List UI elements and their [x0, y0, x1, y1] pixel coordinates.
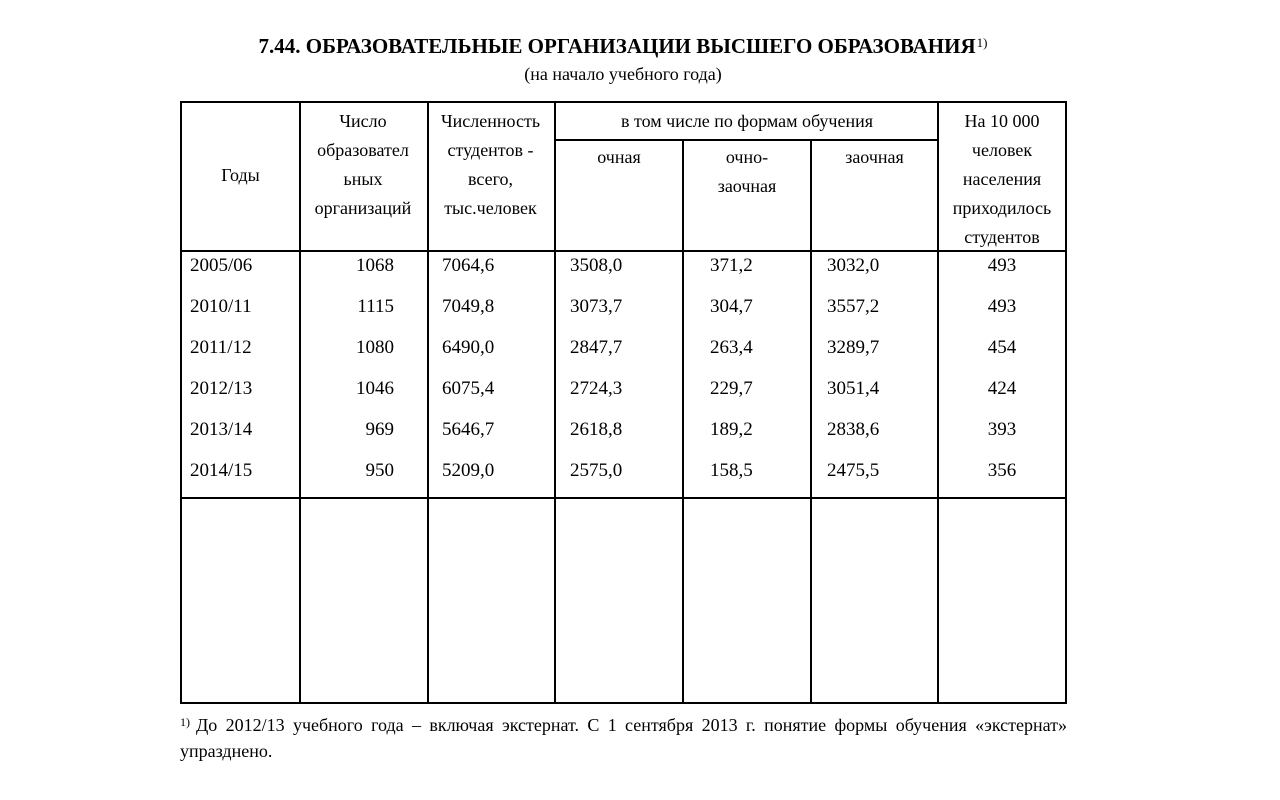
header-rule	[182, 250, 1065, 252]
header-years: Годы	[221, 165, 260, 185]
cell-year: 2013/14	[190, 419, 253, 440]
col-divider	[554, 103, 556, 702]
cell-parttime: 229,7	[710, 378, 753, 399]
cell-fulltime: 2618,8	[570, 419, 623, 440]
header-parttime: очно- заочная	[717, 147, 777, 196]
cell-extramural: 3557,2	[827, 296, 880, 317]
cell-extramural: 3051,4	[827, 378, 880, 399]
subheader-rule	[554, 139, 939, 141]
cell-per10000: 356	[987, 460, 1017, 481]
cell-orgs: 1115	[357, 296, 394, 317]
cell-students: 7049,8	[442, 296, 495, 317]
cell-per10000: 393	[987, 419, 1017, 440]
header-fulltime: очная	[597, 147, 641, 167]
cell-extramural: 2475,5	[827, 460, 880, 481]
cell-year: 2005/06	[190, 255, 253, 276]
data-table	[180, 101, 1067, 704]
cell-year: 2010/11	[190, 296, 252, 317]
cell-orgs: 1080	[356, 337, 394, 358]
footnote-text: До 2012/13 учебного года – включая экстернат. С 1 сентября 2013 г. понятие формы обучения «экстернат» упразднено.	[180, 715, 1067, 761]
cell-parttime: 304,7	[710, 296, 753, 317]
table-title	[0, 33, 1246, 59]
cell-parttime: 371,2	[710, 255, 753, 276]
footnote	[180, 712, 1067, 764]
cell-students: 7064,6	[442, 255, 495, 276]
cell-orgs: 950	[365, 460, 394, 481]
col-divider	[682, 140, 684, 702]
cell-students: 5646,7	[442, 419, 495, 440]
cell-fulltime: 2847,7	[570, 337, 623, 358]
table-title-text: 7.44. ОБРАЗОВАТЕЛЬНЫЕ ОРГАНИЗАЦИИ ВЫСШЕГО ОБРАЗОВАНИЯ	[258, 34, 976, 58]
cell-students: 6490,0	[442, 337, 495, 358]
cell-students: 6075,4	[442, 378, 495, 399]
cell-per10000: 454	[987, 337, 1017, 358]
cell-year: 2012/13	[190, 378, 253, 399]
cell-fulltime: 3073,7	[570, 296, 623, 317]
cell-per10000: 493	[987, 255, 1017, 276]
header-orgs: Число образовател ьных организаций	[314, 111, 412, 218]
cell-year: 2011/12	[190, 337, 252, 358]
body-rule	[182, 497, 1065, 499]
cell-orgs: 1068	[356, 255, 394, 276]
cell-orgs: 1046	[356, 378, 394, 399]
cell-per10000: 493	[987, 296, 1017, 317]
cell-parttime: 158,5	[710, 460, 753, 481]
footnote-mark: 1)	[180, 715, 190, 729]
cell-extramural: 3289,7	[827, 337, 880, 358]
header-students: Численность студентов - всего, тыс.человек	[440, 111, 541, 218]
cell-fulltime: 2575,0	[570, 460, 623, 481]
cell-extramural: 2838,6	[827, 419, 880, 440]
header-forms-group: в том числе по формам обучения	[620, 111, 874, 131]
cell-fulltime: 3508,0	[570, 255, 623, 276]
cell-orgs: 969	[365, 419, 394, 440]
title-footnote-mark: 1)	[976, 35, 988, 50]
col-divider	[810, 140, 812, 702]
header-per10000: На 10 000 человек населения приходилось студентов	[952, 111, 1052, 247]
cell-parttime: 263,4	[710, 337, 753, 358]
cell-fulltime: 2724,3	[570, 378, 623, 399]
table-subtitle: (на начало учебного года)	[524, 64, 722, 84]
cell-per10000: 424	[987, 378, 1017, 399]
cell-students: 5209,0	[442, 460, 495, 481]
cell-parttime: 189,2	[710, 419, 753, 440]
cell-year: 2014/15	[190, 460, 253, 481]
cell-extramural: 3032,0	[827, 255, 880, 276]
header-extramural: заочная	[845, 147, 904, 167]
